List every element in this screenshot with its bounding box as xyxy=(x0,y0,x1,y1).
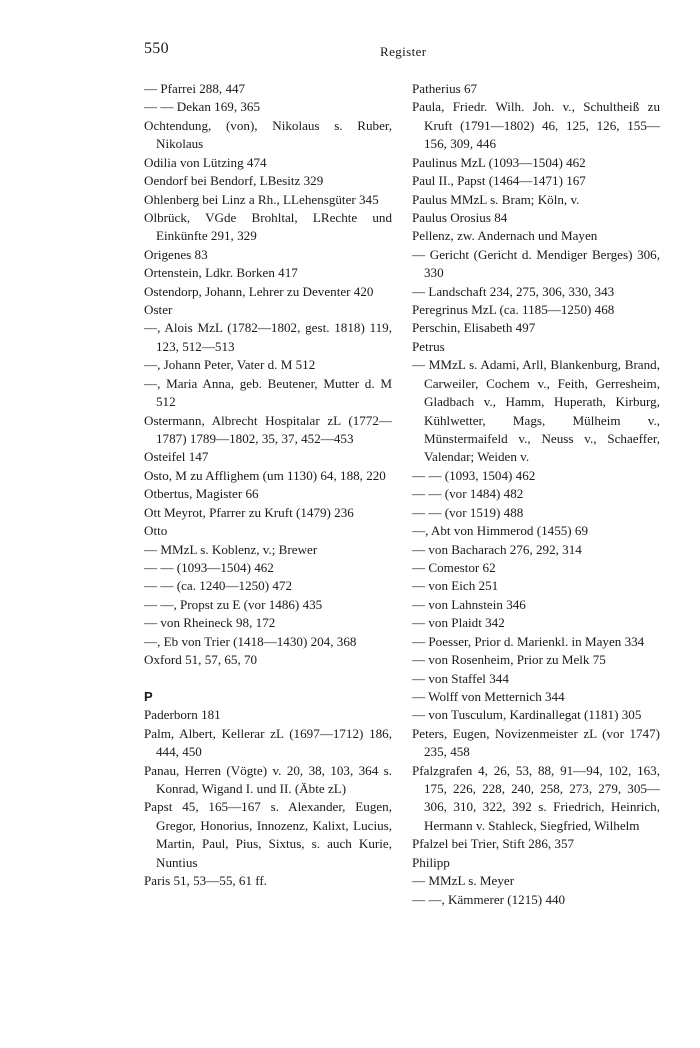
running-head: Register xyxy=(380,44,427,59)
index-entry: — Landschaft 234, 275, 306, 330, 343 xyxy=(412,283,615,299)
index-entry: Ostermann, Albrecht Hospitalar zL (1772—1787) 1789—1802, 35, 37, 452—453 xyxy=(144,412,392,447)
index-entry: Oendorf bei Bendorf, LBesitz 329 xyxy=(144,173,324,189)
index-entry: Odilia von Lützing 474 xyxy=(144,154,267,170)
index-entry: Ortenstein, Ldkr. Borken 417 xyxy=(144,265,298,281)
index-entry: — von Staffel 344 xyxy=(412,670,509,686)
index-entry: Peters, Eugen, Novizenmeister zL (vor 1747) 235, 458 xyxy=(412,725,660,760)
index-entry: — — Dekan 169, 365 xyxy=(144,99,261,115)
index-entry: Papst 45, 165—167 s. Alexander, Eugen, Gregor, Honorius, Innozenz, Kalixt, Lucius, Martin, Paul, Pius, Sixtus, s. auch Kurie, Nuntius xyxy=(144,799,392,870)
index-entry: Ohlenberg bei Linz a Rh., LLehensgüter 345 xyxy=(144,191,379,207)
index-entry: — —, Propst zu E (vor 1486) 435 xyxy=(144,596,323,612)
index-entry: Ostendorp, Johann, Lehrer zu Deventer 420 xyxy=(144,283,374,299)
index-entry: —, Maria Anna, geb. Beutener, Mutter d. M 512 xyxy=(144,375,392,410)
index-entry: Pfalzel bei Trier, Stift 286, 357 xyxy=(412,836,575,852)
index-entry: Paulus Orosius 84 xyxy=(412,209,508,225)
index-entry: — von Plaidt 342 xyxy=(412,615,505,631)
index-entry: Perschin, Elisabeth 497 xyxy=(412,320,536,336)
index-entry: — — (ca. 1240—1250) 472 xyxy=(144,578,293,594)
index-entry: Oster xyxy=(144,302,173,318)
index-entry: Osto, M zu Afflighem (um 1130) 64, 188, 220 xyxy=(144,467,386,483)
index-entry: — von Tusculum, Kardinallegat (1181) 305 xyxy=(412,707,642,723)
index-entry: Peregrinus MzL (ca. 1185—1250) 468 xyxy=(412,302,615,318)
section-letter-heading: P xyxy=(144,688,153,704)
index-column-left xyxy=(144,80,392,891)
index-entry: Panau, Herren (Vögte) v. 20, 38, 103, 364 s. Konrad, Wigand I. und II. (Äbte zL) xyxy=(144,762,392,797)
index-entry: Olbrück, VGde Brohltal, LRechte und Einkünfte 291, 329 xyxy=(144,209,392,244)
index-entry: —, Johann Peter, Vater d. M 512 xyxy=(144,357,316,373)
index-entry: — — (1093—1504) 462 xyxy=(144,559,274,575)
index-entry: — MMzL s. Adami, Arll, Blankenburg, Brand, Carweiler, Cochem v., Feith, Gerresheim, Gladbach v., Hamm, Huperath, Kirburg, Kühlwetter, Mags, Mülheim v., Münstermaifeld v., Neuss v., Schaeffer, Valendar; Weiden v. xyxy=(412,357,660,465)
page-number: 550 xyxy=(144,40,169,57)
index-entry: — MMzL s. Meyer xyxy=(412,873,515,889)
index-entry: —, Alois MzL (1782—1802, gest. 1818) 119, 123, 512—513 xyxy=(144,320,392,354)
index-entry: Oxford 51, 57, 65, 70 xyxy=(144,652,258,668)
index-entry: Paul II., Papst (1464—1471) 167 xyxy=(412,173,586,189)
index-entry: Osteifel 147 xyxy=(144,449,209,465)
index-entry: — von Lahnstein 346 xyxy=(412,596,526,612)
index-entry: — Poesser, Prior d. Marienkl. in Mayen 334 xyxy=(412,633,645,649)
section-spacer xyxy=(144,670,392,688)
index-entry: Palm, Albert, Kellerar zL (1697—1712) 186, 444, 450 xyxy=(144,725,392,760)
index-entry: — von Rosenheim, Prior zu Melk 75 xyxy=(412,652,606,668)
index-entry: Philipp xyxy=(412,854,450,870)
index-entry: Paula, Friedr. Wilh. Joh. v., Schultheiß zu Kruft (1791—1802) 46, 125, 126, 155—156, 309, 446 xyxy=(412,99,660,152)
index-entry: —, Abt von Himmerod (1455) 69 xyxy=(412,523,589,539)
index-entry: — von Eich 251 xyxy=(412,578,499,594)
index-entry: Paulinus MzL (1093—1504) 462 xyxy=(412,154,586,170)
index-entry: Ochtendung, (von), Nikolaus s. Ruber, Nikolaus xyxy=(144,117,392,152)
index-entry: Ott Meyrot, Pfarrer zu Kruft (1479) 236 xyxy=(144,504,354,520)
index-entry: — von Rheineck 98, 172 xyxy=(144,615,276,631)
index-entry: — MMzL s. Koblenz, v.; Brewer xyxy=(144,541,318,557)
index-entry: — Comestor 62 xyxy=(412,559,496,575)
index-entry: Paris 51, 53—55, 61 ff. xyxy=(144,873,268,889)
index-entry: — Gericht (Gericht d. Mendiger Berges) 306, 330 xyxy=(412,246,660,281)
index-entry: — — (vor 1519) 488 xyxy=(412,504,524,520)
index-entry: — von Bacharach 276, 292, 314 xyxy=(412,541,582,557)
index-entry: Pfalzgrafen 4, 26, 53, 88, 91—94, 102, 163, 175, 226, 228, 240, 258, 273, 279, 305—306, 310, 322, 392 s. Friedrich, Heinrich, Hermann v. Stahleck, Siegfried, Wilhelm xyxy=(412,762,660,833)
index-entry: Otbertus, Magister 66 xyxy=(144,486,259,502)
index-entry: — Wolff von Metternich 344 xyxy=(412,688,565,704)
index-entry: Origenes 83 xyxy=(144,246,208,262)
index-entry: Paulus MMzL s. Bram; Köln, v. xyxy=(412,191,580,207)
index-entry: Pellenz, zw. Andernach und Mayen xyxy=(412,228,598,244)
index-entry: Petrus xyxy=(412,338,445,354)
index-entry: — —, Kämmerer (1215) 440 xyxy=(412,891,566,907)
index-column-right xyxy=(412,80,660,909)
index-entry: —, Eb von Trier (1418—1430) 204, 368 xyxy=(144,633,357,649)
index-entry: — Pfarrei 288, 447 xyxy=(144,81,246,96)
index-entry: Patherius 67 xyxy=(412,81,478,96)
index-entry: — — (1093, 1504) 462 xyxy=(412,467,536,483)
index-entry: Otto xyxy=(144,523,168,539)
index-entry: — — (vor 1484) 482 xyxy=(412,486,524,502)
index-entry: Paderborn 181 xyxy=(144,707,221,723)
